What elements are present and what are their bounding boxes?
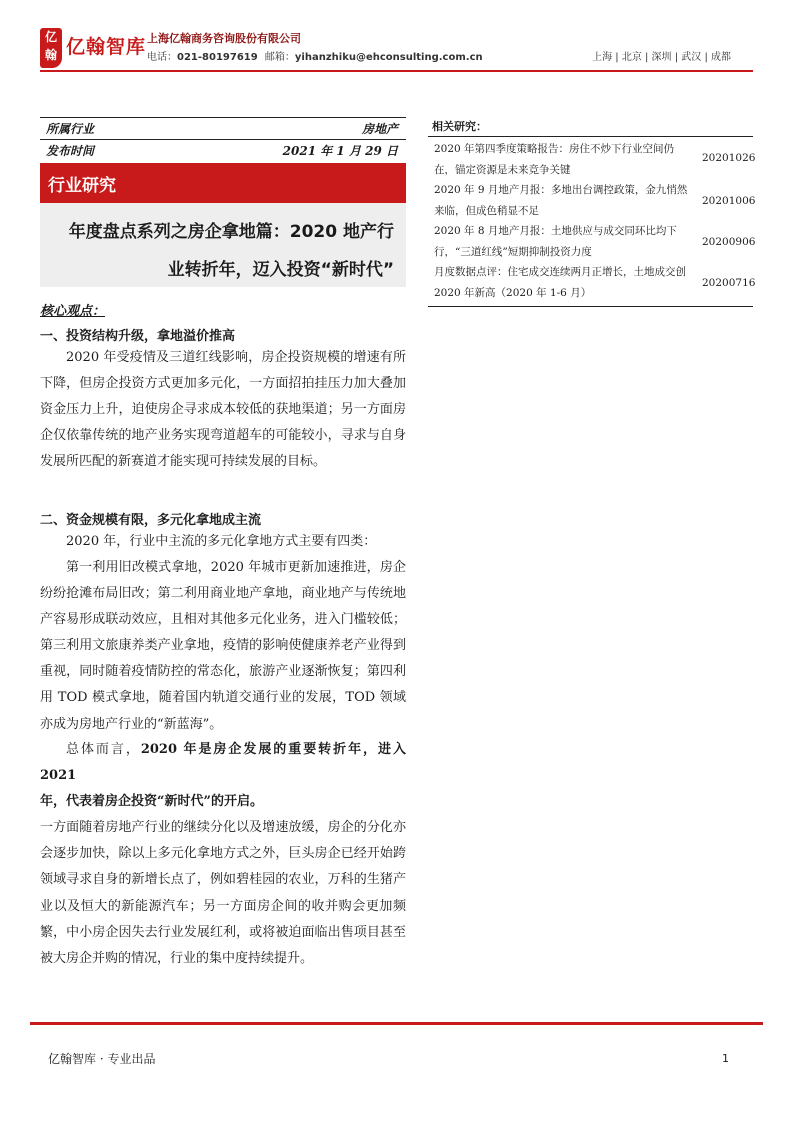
related-rule-bottom	[428, 306, 753, 307]
related-heading: 相关研究：	[432, 120, 487, 133]
date-row	[40, 140, 406, 160]
paragraph-3: 第一利用旧改模式拿地，2020 年城市更新加速推进，房企纷纷抢滩布局旧改；第二利用商业地产拿地，商业地产与传统地产容易形成联动效应，且相对其他多元化业务，进入门槛较低；第三利用文旅康养类产业拿地，疫情的影响使健康养老产业得到重视，同时随着疫情防控的常态化，旅游产业逐渐恢复；第四利用 TOD 模式拿地，随着国内轨道交通行业的发展，TOD 领域亦成为房地产行业的“新蓝海”。	[40, 560, 406, 732]
paragraph-2: 2020 年，行业中主流的多元化拿地方式主要有四类：	[66, 534, 377, 549]
date-value: 2021 年 1 月 29 日	[282, 144, 398, 158]
phone-number: 021-80197619	[177, 52, 258, 63]
email-address[interactable]: yihanzhiku@ehconsulting.com.cn	[294, 52, 483, 63]
footer-brand: 亿翰智库 · 专业出品	[48, 1052, 156, 1066]
related-item-title[interactable]: 2020 年 9 月地产月报：多地出台调控政策，金九悄然来临，但成色稍显不足	[434, 184, 688, 217]
industry-row	[40, 118, 406, 138]
related-item-date: 20201026	[702, 152, 756, 164]
header-rule	[40, 70, 753, 72]
category-banner: 行业研究	[40, 163, 406, 203]
footer-rule	[30, 1022, 763, 1025]
phone-label: 电话：	[147, 52, 177, 63]
industry-value: 房地产	[361, 122, 398, 136]
email-label: 邮箱：	[264, 52, 295, 63]
logo-text: 亿翰智库	[66, 36, 147, 58]
related-item-date: 20201006	[702, 195, 756, 207]
summary-bold-b-wrap: 年，代表着房企投资“新时代”的开启。	[40, 794, 263, 810]
paragraph-summary	[40, 737, 406, 972]
paragraph-1: 2020 年受疫情及三道红线影响，房企投资规模的增速有所下降，但房企投资方式更加多元化，一方面招拍挂压力加大叠加资金压力上升，迫使房企寻求成本较低的获地渠道；另一方面房企仅依靠传统的地产业务实现弯道超车的可能较小，寻求与自身发展所匹配的新赛道才能实现可持续发展的目标。	[40, 350, 406, 470]
related-item-title[interactable]: 月度数据点评：住宅成交连续两月正增长，土地成交创 2020 年新高（2020 年 1-6 月）	[434, 266, 686, 299]
report-title-line1: 年度盘点系列之房企拿地篇：2020 地产行	[68, 222, 394, 242]
related-item-title[interactable]: 2020 年 8 月地产月报：土地供应与成交同环比均下行，“三道红线”短期抑制投资力度	[434, 225, 677, 258]
page-number: 1	[722, 1052, 729, 1065]
report-title-box	[40, 203, 406, 287]
contact-line	[147, 48, 487, 63]
related-item-date: 20200906	[702, 236, 756, 248]
summary-bold-a: 2020 年是房企发展的重要转折年，进入 2021	[40, 742, 406, 784]
section-heading-1: 一、投资结构升级，拿地溢价推高	[40, 329, 236, 344]
date-label: 发布时间	[46, 144, 95, 158]
logo-mark: 亿翰	[40, 28, 62, 68]
city-list: 上海 | 北京 | 深圳 | 武汉 | 成都	[592, 52, 731, 63]
section-heading-2: 二、资金规模有限，多元化拿地成主流	[40, 513, 262, 528]
related-item-title[interactable]: 2020 年第四季度策略报告：房住不炒下行业空间仍在，锚定资源是未来竞争关键	[434, 143, 675, 176]
related-rule-top	[428, 136, 753, 137]
related-item-date: 20200716	[702, 277, 756, 289]
core-viewpoint-label: 核心观点：	[40, 304, 106, 319]
report-title-line2: 业转折年，迈入投资“新时代”	[167, 260, 394, 280]
summary-prefix: 总体而言，	[66, 742, 141, 757]
summary-rest: 一方面随着房地产行业的继续分化以及增速放缓，房企的分化亦会逐步加快，除以上多元化拿地方式之外，巨头房企已经开始跨领域寻求自身的新增长点了，例如碧桂园的农业，万科的生猪产业以及恒大的新能源汽车；另一方面房企间的收并购会更加频繁，中小房企因失去行业发展红利，或将被迫面临出售项目甚至被大房企并购的情况，行业的集中度持续提升。	[40, 820, 406, 966]
industry-label: 所属行业	[46, 122, 95, 136]
company-name: 上海亿翰商务咨询股份有限公司	[147, 32, 301, 45]
